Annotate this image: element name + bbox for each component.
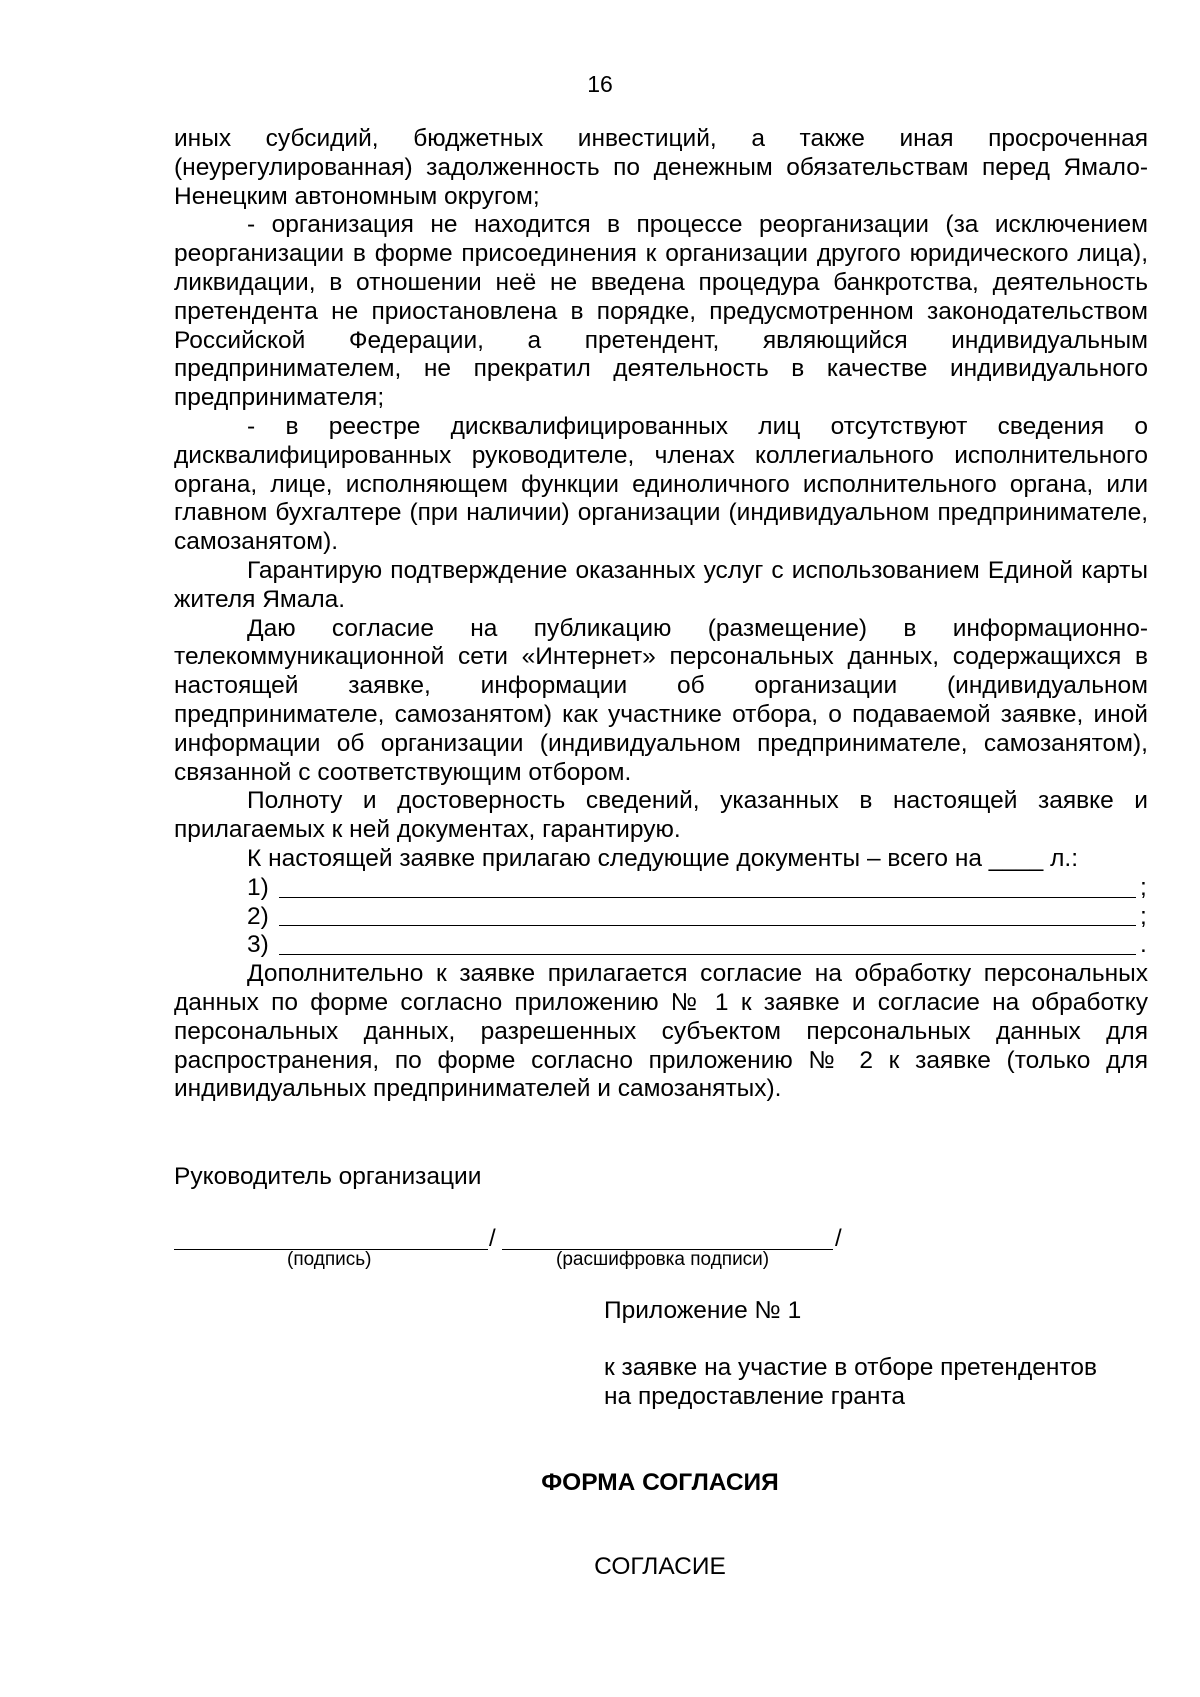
attachment-end-mark: . (1140, 931, 1147, 959)
paragraph-yamal-card: Гарантирую подтверждение оказанных услуг с использованием Единой карты жителя Ямала. (174, 556, 1148, 613)
signature-row (174, 1222, 854, 1252)
attachment-number: 1) (247, 873, 269, 901)
attachment-blank[interactable] (279, 953, 1136, 955)
paragraph-accuracy-guarantee: Полноту и достоверность сведений, указанных в настоящей заявке и прилагаемых к ней документах, гарантирую. (174, 787, 1148, 844)
attachment-end-mark: ; (1140, 902, 1147, 930)
page-number: 16 (587, 71, 613, 97)
appendix-subtitle-line: к заявке на участие в отборе претендентов (604, 1354, 1097, 1381)
signature-decoding-caption: (расшифровка подписи) (556, 1249, 770, 1270)
paragraph-additional-consent: Дополнительно к заявке прилагается согласие на обработку персональных данных по форме согласно приложению № 1 к заявке и согласие на обработку персональных данных, разрешенных субъектом персональных данных для распространения, по форме согласно приложению № 2 к заявке (только для индивидуальных предпринимателей и самозанятых). (174, 960, 1148, 1103)
paragraph-disqualified-registry: - в реестре дисквалифицированных лиц отсутствуют сведения о дисквалифицированных руководителе, членах коллегиального исполнительного органа, лице, исполняющем функции единоличного исполнительного органа, или главном бухгалтере (при наличии) организации (индивидуальном предпринимателе, самозанятом). (174, 412, 1148, 556)
appendix-subtitle-line: на предоставление гранта (604, 1382, 905, 1410)
attachment-blank[interactable] (279, 896, 1136, 898)
signature-caption: (подпись) (287, 1249, 372, 1270)
signature-slash: / (835, 1225, 842, 1252)
paragraph-attachments-intro: К настоящей заявке прилагаю следующие документы – всего на ____ л.: (247, 844, 1079, 872)
attachment-line-1[interactable] (174, 874, 1148, 903)
attachment-number: 2) (247, 902, 269, 930)
paragraph-continuation: иных субсидий, бюджетных инвестиций, а также иная просроченная (неурегулированная) задолженность по денежным обязательствам перед Ямало-Ненецким автономным округом; (174, 125, 1148, 210)
attachment-line-2[interactable] (174, 903, 1148, 932)
attachment-line-3[interactable] (174, 931, 1148, 960)
attachment-end-mark: ; (1140, 873, 1147, 901)
appendix-title: Приложение № 1 (604, 1297, 802, 1324)
form-title: ФОРМА СОГЛАСИЯ (541, 1469, 779, 1496)
consent-title: СОГЛАСИЕ (594, 1553, 726, 1580)
document-body (174, 125, 1148, 1104)
appendix-subtitle (604, 1354, 1164, 1412)
director-label: Руководитель организации (174, 1163, 482, 1190)
paragraph-reorganization: - организация не находится в процессе реорганизации (за исключением реорганизации в форме присоединения к организации другого юридического лица), ликвидации, в отношении неё не введена процедура банкротства, деятельность претендента не приостановлена в порядке, предусмотренном законодательством Российской Федерации, а претендент, являющийся индивидуальным предпринимателем, не прекратил деятельность в качестве индивидуального предпринимателя; (174, 211, 1148, 412)
signature-slash: / (489, 1225, 496, 1252)
attachment-blank[interactable] (279, 924, 1136, 926)
attachment-number: 3) (247, 931, 269, 959)
paragraph-publication-consent: Даю согласие на публикацию (размещение) в информационно-телекоммуникационной сети «Интернет» персональных данных, содержащихся в настоящей заявке, информации об организации (индивидуальном предпринимателе, самозанятом) как участнике отбора, о подаваемой заявке, иной информации об организации (индивидуальном предпринимателе, самозанятом), связанной с соответствующим отбором. (174, 614, 1148, 786)
